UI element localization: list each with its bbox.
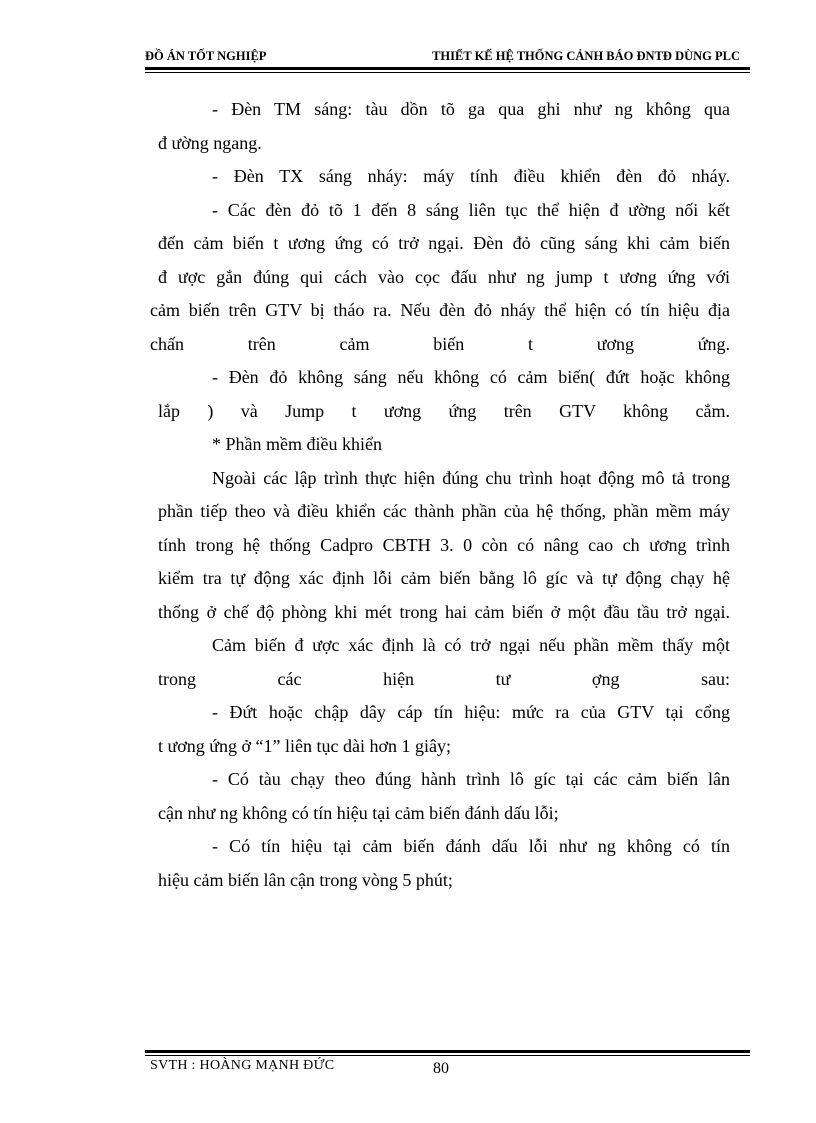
page-header (145, 49, 750, 69)
body-line: đến cảm biến t ương ứng có trở ngại. Đèn đỏ cũng sáng khi cảm biến (158, 233, 730, 253)
body-line: - Đèn TX sáng nháy: máy tính điều khiển đèn đỏ nháy. (212, 166, 730, 186)
body-line: phần tiếp theo và điều khiển các thành phần của hệ thống, phần mềm máy (158, 501, 730, 521)
body-line: - Đèn đỏ không sáng nếu không có cảm biến( đứt hoặc không (212, 367, 730, 387)
body-line: - Các đèn đỏ tõ 1 đến 8 sáng liên tục thể hiện đ ường nối kết (212, 199, 730, 220)
header-rule-thick (145, 67, 750, 70)
header-left-title: ĐỒ ÁN TỐT NGHIỆP (145, 49, 267, 63)
body-line: t ương ứng ở “1” liên tục dài hơn 1 giây; (158, 735, 452, 756)
body-line: - Có tàu chạy theo đúng hành trình lô gíc tại các cảm biến lân (212, 769, 730, 789)
body-line: Cảm biến đ ược xác định là có trở ngại nếu phần mềm thấy một (212, 635, 730, 655)
body-line: thống ở chế độ phòng khi mét trong hai cảm biến ở một đầu tầu trở ngại. (158, 601, 730, 622)
document-body (150, 93, 730, 897)
body-line: chấn trên cảm biến t ương ứng. (150, 333, 730, 354)
header-rule-thin (145, 72, 750, 73)
body-line: đ ường ngang. (158, 132, 262, 153)
footer-author: SVTH : HOÀNG MẠNH ĐỨC (150, 1058, 335, 1073)
body-line: đ ược gắn đúng qui cách vào cọc đấu như ng jump t ương ứng với (158, 266, 730, 287)
footer-rule-thin (145, 1055, 750, 1056)
body-line: hiệu cảm biến lân cận trong vòng 5 phút; (158, 869, 453, 890)
body-line: - Đèn TM sáng: tàu dồn tõ ga qua ghi như ng không qua (212, 99, 730, 119)
body-line: kiểm tra tự động xác định lỗi cảm biến bằng lô gíc và tự động chạy hệ (158, 568, 730, 588)
body-line: cận như ng không có tín hiệu tại cảm biến đánh dấu lỗi; (158, 802, 559, 823)
body-line: lắp ) và Jump t ương ứng trên GTV không cắm. (158, 400, 730, 421)
body-line: - Có tín hiệu tại cảm biến đánh dấu lỗi như ng không có tín (212, 836, 730, 856)
page-number: 80 (433, 1060, 449, 1077)
body-line: Ngoài các lập trình thực hiện đúng chu trình hoạt động mô tả trong (212, 467, 730, 488)
body-line: cảm biến trên GTV bị tháo ra. Nếu đèn đỏ nháy thể hiện có tín hiệu địa (150, 300, 730, 320)
header-right-title: THIẾT KẾ HỆ THỐNG CẢNH BÁO ĐNTĐ DÙNG PLC (432, 49, 740, 63)
body-line: trong các hiện tư ợng sau: (158, 668, 730, 689)
footer-rule-thick (145, 1050, 750, 1053)
body-line: - Đứt hoặc chập dây cáp tín hiệu: mức ra của GTV tại cổng (212, 702, 730, 722)
body-line: tính trong hệ thống Cadpro CBTH 3. 0 còn có nâng cao ch ương trình (158, 534, 730, 555)
section-heading: * Phần mềm điều khiển (212, 434, 382, 454)
